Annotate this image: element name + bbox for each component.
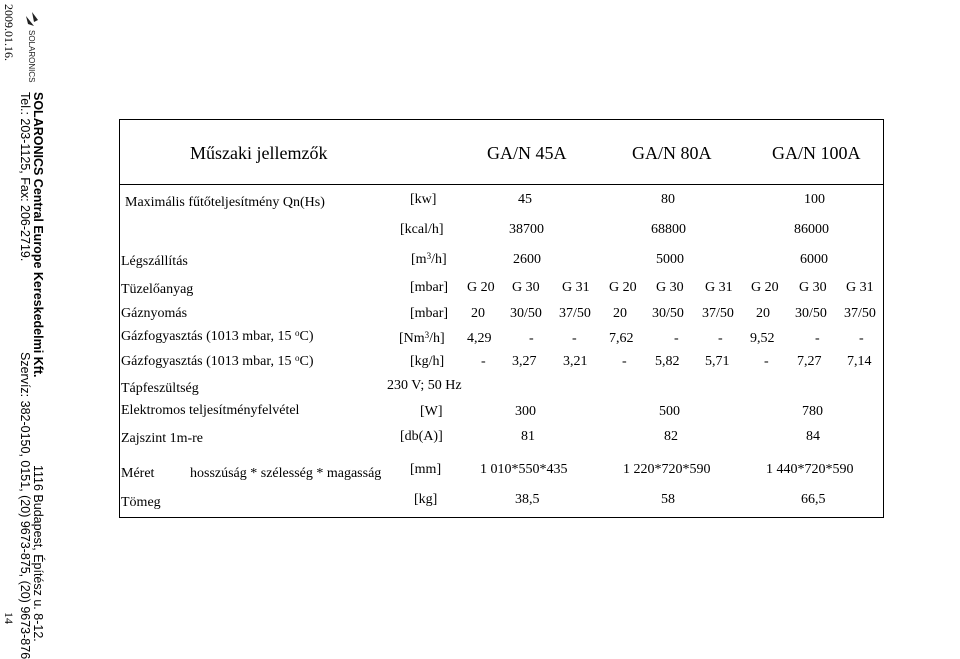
table-cell: 500: [659, 404, 680, 419]
company-tel: Tel.: 203-1125, Fax: 206-2719.: [18, 92, 32, 262]
table-cell: -: [481, 354, 486, 369]
table-cell: 30/50: [795, 306, 827, 321]
table-cell: 100: [804, 192, 825, 207]
table-cell: 2600: [513, 252, 541, 267]
row-unit: [kg/h]: [410, 354, 445, 369]
table-cell: 82: [664, 429, 678, 444]
table-cell: G 30: [799, 280, 827, 295]
company-name: SOLARONICS Central Europe Kereskedelmi Kft.: [31, 92, 45, 378]
table-cell: G 20: [467, 280, 495, 295]
row-unit: $[m^3/h]$: [411, 251, 447, 267]
table-cell: G 20: [751, 280, 779, 295]
table-cell: 38,5: [515, 492, 540, 507]
page-number: 14: [2, 612, 16, 624]
table-cell: 66,5: [801, 492, 826, 507]
table-cell: 30/50: [652, 306, 684, 321]
table-title: Műszaki jellemzők: [190, 143, 328, 163]
table-cell: 5,82: [655, 354, 680, 369]
table-cell: 6000: [800, 252, 828, 267]
table-cell: G 31: [562, 280, 590, 295]
table-cell: 5,71: [705, 354, 730, 369]
table-cell: -: [718, 331, 723, 346]
table-cell: G 30: [656, 280, 684, 295]
row-label: Légszállítás: [121, 254, 188, 269]
model-header: GA/N 45A: [487, 143, 567, 163]
row-unit: [mbar]: [410, 306, 449, 321]
table-header: [120, 120, 883, 185]
table-cell: 37/50: [559, 306, 591, 321]
row-label: Tápfeszültség: [121, 381, 199, 396]
row-label: Maximális fűtőteljesítmény Qn(Hs): [125, 195, 325, 210]
table-cell: 38700: [509, 222, 544, 237]
row-unit: [kg]: [414, 492, 438, 507]
table-cell: 68800: [651, 222, 686, 237]
date-stamp: 2009.01.16.: [2, 4, 16, 61]
table-cell: 7,62: [609, 331, 634, 346]
row-sublabel: hosszúság * szélesség * magasság: [190, 466, 382, 481]
table-cell: -: [572, 331, 577, 346]
table-cell: 230 V; 50 Hz: [387, 378, 462, 393]
row-label: Tömeg: [121, 495, 161, 510]
table-cell: -: [529, 331, 534, 346]
table-cell: -: [815, 331, 820, 346]
table-cell: 20: [613, 306, 627, 321]
row-label: Elektromos teljesítményfelvétel: [121, 403, 300, 418]
table-cell: 300: [515, 404, 536, 419]
table-cell: 37/50: [702, 306, 734, 321]
table-cell: 58: [661, 492, 675, 507]
table-cell: G 20: [609, 280, 637, 295]
table-cell: 20: [471, 306, 485, 321]
table-cell: 1 440*720*590: [766, 462, 854, 477]
row-unit: [kcal/h]: [400, 222, 444, 237]
row-unit: [W]: [420, 404, 443, 419]
table-cell: -: [764, 354, 769, 369]
table-cell: G 31: [705, 280, 733, 295]
company-address: 1116 Budapest, Építész u. 8-12.: [31, 465, 45, 642]
table-cell: 37/50: [844, 306, 876, 321]
table-cell: 80: [661, 192, 675, 207]
table-cell: 45: [518, 192, 532, 207]
table-cell: 780: [802, 404, 823, 419]
row-label: Méret: [121, 466, 155, 481]
table-cell: 9,52: [750, 331, 775, 346]
row-label: Tüzelőanyag: [121, 282, 194, 297]
model-header: GA/N 100A: [772, 143, 861, 163]
table-cell: 1 220*720*590: [623, 462, 711, 477]
company-logo: [21, 10, 43, 90]
table-cell: -: [622, 354, 627, 369]
row-unit: [kw]: [410, 192, 437, 207]
row-label: Gázfogyasztás (1013 mbar, 15 $^o$C): [121, 353, 314, 369]
row-label: Gázfogyasztás (1013 mbar, 15 $^o$C): [121, 328, 314, 344]
company-service: Szervíz: 382-0150, 0151, (20) 9673-875, (20) 9673-876: [18, 352, 32, 659]
spec-table: [119, 119, 884, 518]
table-cell: 30/50: [510, 306, 542, 321]
table-cell: -: [859, 331, 864, 346]
table-cell: -: [674, 331, 679, 346]
table-cell: G 30: [512, 280, 540, 295]
row-unit: [Nm$^3$/h]: [399, 330, 445, 346]
table-cell: 81: [521, 429, 535, 444]
table-cell: 3,27: [512, 354, 537, 369]
table-cell: 1 010*550*435: [480, 462, 568, 477]
logo-text: SOLARONICS: [27, 30, 36, 83]
table-cell: 84: [806, 429, 820, 444]
table-cell: G 31: [846, 280, 874, 295]
table-cell: 4,29: [467, 331, 492, 346]
table-cell: 86000: [794, 222, 829, 237]
row-unit: [mbar]: [410, 280, 449, 295]
table-cell: 7,27: [797, 354, 822, 369]
table-cell: 5000: [656, 252, 684, 267]
table-cell: 7,14: [847, 354, 872, 369]
row-label: Zajszint 1m-re: [121, 431, 204, 446]
model-header: GA/N 80A: [632, 143, 712, 163]
row-label: Gáznyomás: [121, 306, 188, 321]
row-unit: [mm]: [410, 462, 442, 477]
table-cell: 20: [756, 306, 770, 321]
table-cell: 3,21: [563, 354, 588, 369]
row-unit: [db(A)]: [400, 429, 443, 444]
